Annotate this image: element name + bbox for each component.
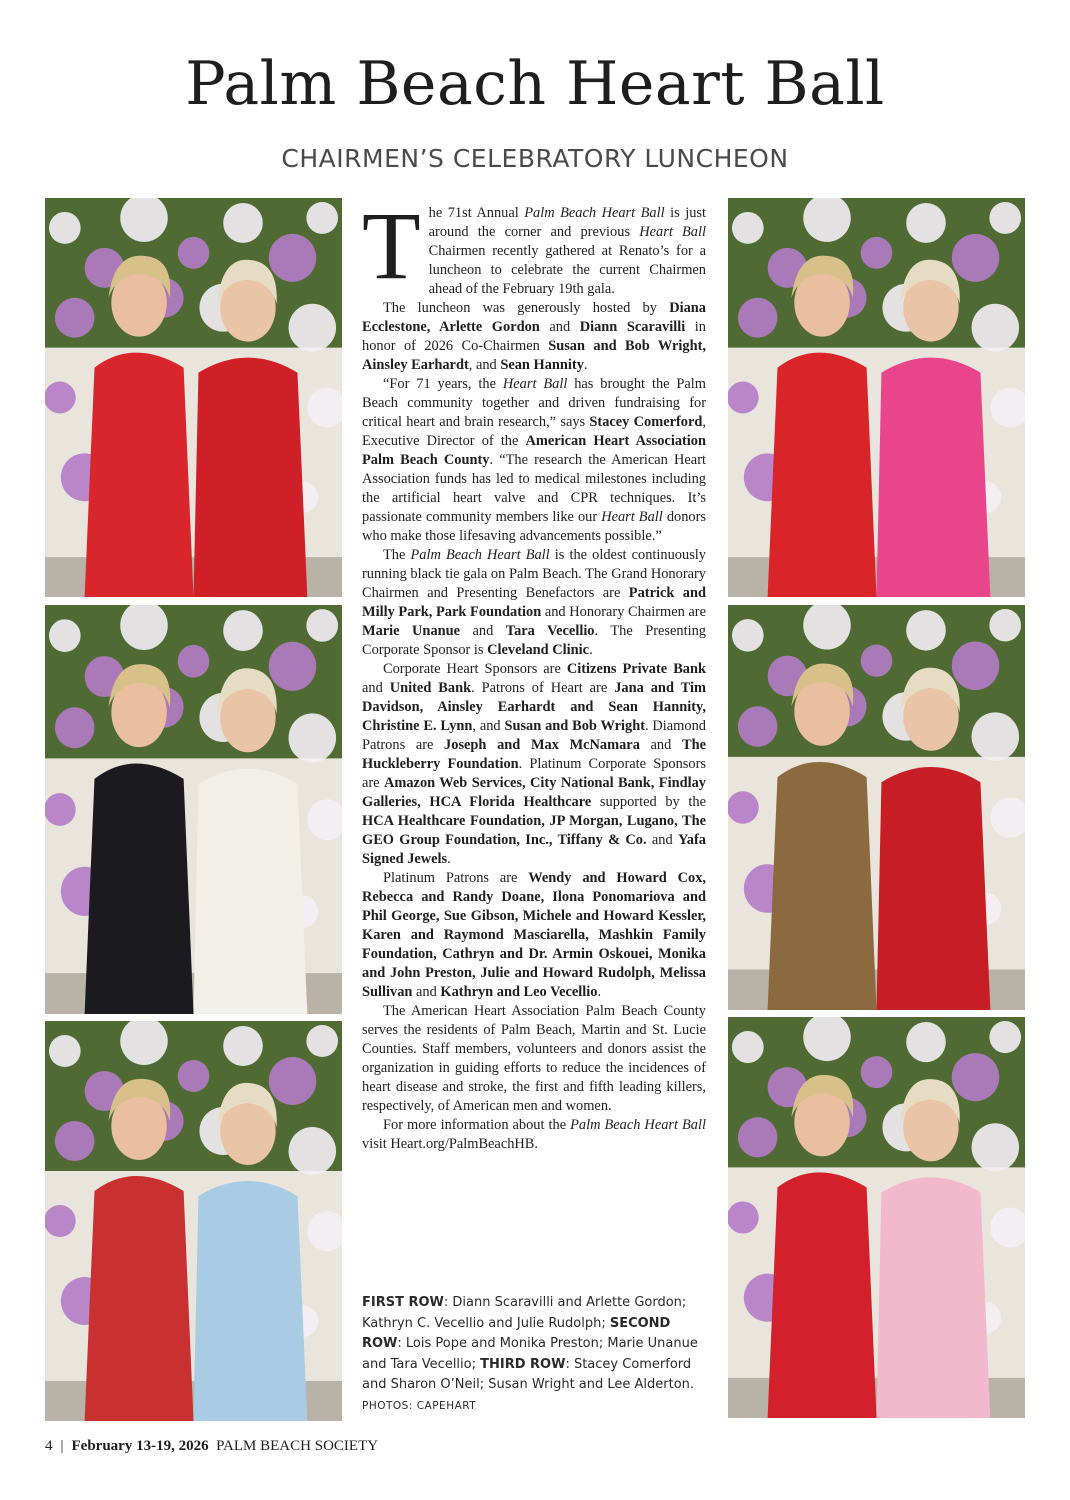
text-run: “For 71 years, the — [383, 376, 503, 392]
text-run: Joseph and Max McNamara — [444, 737, 640, 753]
text-run: Heart Ball — [639, 224, 706, 240]
text-run: in honor of 2026 Co-Chairmen — [362, 319, 706, 354]
orchid-flower — [728, 791, 759, 823]
footer-publication: PALM BEACH SOCIETY — [216, 1438, 379, 1454]
orchid-flower — [906, 203, 946, 243]
orchid-flower — [178, 1060, 210, 1092]
text-run: . Patrons of Heart are — [471, 680, 615, 696]
orchid-flower — [223, 203, 263, 243]
person-left-outfit — [768, 353, 877, 597]
footer-separator: | — [60, 1438, 64, 1454]
text-run: The American Heart Association Palm Beach County serves the residents of Palm Beach, Martin and St. Lucie Counties. Staff members, volunteers and donors assist the organization in guiding efforts to reduce the incidences of heart disease and stroke, the first and fifth leading killers, respectively, of American men and women. — [362, 1003, 706, 1114]
text-run: . Platinum Corporate Sponsors are — [362, 756, 706, 791]
text-run: supported by the — [591, 794, 706, 810]
text-run: Corporate Heart Sponsors are — [383, 661, 567, 677]
orchid-flower — [732, 1031, 764, 1063]
photo-second-row-right — [728, 605, 1025, 1010]
text-run: : Stacey Comerford and Sharon O’Neil; Susan Wright and Lee Alderton. — [362, 1356, 695, 1392]
article-paragraph-7 — [362, 1002, 706, 1116]
orchid-flower — [732, 619, 764, 651]
text-run: American Heart Association Palm Beach County — [362, 433, 707, 468]
text-run: : Lois Pope and Monika Preston; Marie Unanue and Tara Vecellio; — [362, 1336, 698, 1372]
orchid-flower — [989, 1021, 1021, 1053]
orchid-flower — [861, 237, 893, 269]
orchid-flower — [952, 1053, 1000, 1101]
text-run: Palm Beach Heart Ball — [570, 1117, 706, 1133]
text-run: and — [412, 984, 441, 1000]
text-run: Sean Hannity — [500, 357, 584, 373]
text-run: , and — [468, 357, 501, 373]
text-run: Marie Unanue — [362, 623, 461, 639]
text-run: Citizens Private Bank — [566, 661, 706, 677]
photo-illustration — [45, 1021, 342, 1421]
text-run: Jana and Tim Davidson, Ainsley Earhardt and Sean Hannity, Christine E. Lynn — [362, 680, 706, 734]
text-run: Patrick and Milly Park, Park Foundation — [362, 585, 706, 620]
orchid-flower — [732, 212, 764, 244]
drop-cap: T — [362, 192, 421, 299]
text-run: The luncheon was generously hosted by — [383, 300, 670, 316]
text-run: Diana Ecclestone, Arlette Gordon — [362, 300, 706, 335]
text-run: . — [589, 642, 593, 658]
person-right-outfit — [877, 358, 991, 597]
text-run: and — [362, 680, 390, 696]
orchid-flower — [223, 1026, 263, 1066]
orchid-flower — [289, 713, 337, 762]
page-footer — [45, 1438, 378, 1455]
footer-date: February 13-19, 2026 — [71, 1438, 209, 1454]
orchid-flower — [49, 619, 81, 652]
page-title: Palm Beach Heart Ball — [185, 49, 885, 119]
orchid-flower — [972, 304, 1020, 352]
orchid-flower — [906, 610, 946, 651]
orchid-flower — [738, 1117, 778, 1157]
photo-third-row-right — [728, 1017, 1025, 1418]
photo-first-row-right — [728, 198, 1025, 597]
orchid-flower — [289, 304, 337, 352]
article-paragraph-4 — [362, 546, 706, 660]
text-run: is the oldest continuously running black tie gala on Palm Beach. The Grand Honorary Chairmen and Presenting Benefactors are — [362, 547, 706, 601]
text-run: . The Presenting Corporate Sponsor is — [362, 623, 706, 658]
text-run: , Executive Director of the — [362, 414, 706, 449]
text-run: Palm Beach Heart Ball — [410, 547, 550, 563]
text-run: THIRD ROW — [480, 1356, 566, 1372]
orchid-flower — [178, 237, 210, 269]
orchid-flower — [223, 610, 263, 651]
orchid-flower — [972, 1123, 1020, 1171]
person-right-outfit — [194, 769, 308, 1014]
page-number: 4 — [45, 1438, 53, 1454]
article-paragraph-6 — [362, 869, 706, 1002]
orchid-flower — [738, 706, 778, 747]
text-run: : Diann Scaravilli and Arlette Gordon; Kathryn C. Vecellio and Julie Rudolph; — [362, 1295, 687, 1331]
orchid-flower — [306, 202, 338, 234]
photo-first-row-left — [45, 198, 342, 597]
orchid-flower — [55, 1121, 95, 1161]
text-run: he 71st Annual — [428, 205, 525, 221]
orchid-flower — [269, 642, 317, 691]
text-run: Tara Vecellio — [505, 623, 595, 639]
text-run: PHOTOS: CAPEHART — [362, 1399, 477, 1412]
text-run: . “The research the American Heart Association funds has led to medical milestones including the artificial heart valve and CPR techniques. It’s passionate community members like our — [362, 452, 706, 525]
orchid-flower — [952, 641, 1000, 690]
person-right-outfit — [194, 358, 308, 597]
text-run: is just around the corner and previous — [428, 205, 706, 240]
text-run: and — [639, 737, 682, 753]
text-run: donors who make those lifesaving advancements possible.” — [362, 509, 706, 544]
orchid-flower — [178, 645, 210, 678]
person-right-outfit — [194, 1181, 308, 1421]
photo-caption — [362, 1293, 706, 1416]
text-run: Wendy and Howard Cox, Rebecca and Randy Doane, Ilona Ponomariova and Phil George, Sue Gibson, Michele and Howard Kessler, Karen and Raymond Masciarella, Mashkin Family Foundation, Cathryn and Dr. Armin Oskouei, Monika and John Preston, Julie and Howard Rudolph, Melissa Sullivan — [362, 870, 706, 1000]
text-run: FIRST ROW — [362, 1295, 444, 1310]
text-run: Heart Ball — [601, 509, 663, 525]
text-run: and — [646, 832, 679, 848]
text-run: Stacey Comerford — [589, 414, 703, 430]
orchid-flower — [728, 382, 759, 414]
person-right-outfit — [877, 1177, 991, 1418]
article-paragraph-1 — [362, 192, 706, 299]
text-run: Susan and Bob Wright — [504, 718, 645, 734]
orchid-flower — [289, 1127, 337, 1175]
text-run: , and — [472, 718, 505, 734]
orchid-flower — [306, 609, 338, 642]
page-subtitle: CHAIRMEN’S CELEBRATORY LUNCHEON — [281, 144, 789, 173]
orchid-flower — [45, 382, 76, 414]
text-run: and — [539, 319, 580, 335]
text-run: For more information about the — [383, 1117, 571, 1133]
person-left-outfit — [85, 1176, 194, 1421]
text-run: . — [447, 851, 451, 867]
orchid-flower — [728, 1201, 759, 1233]
orchid-flower — [906, 1022, 946, 1062]
person-left-outfit — [85, 353, 194, 597]
text-run: and Honorary Chairmen are — [541, 604, 706, 620]
text-run: United Bank — [389, 680, 472, 696]
text-run: and — [460, 623, 506, 639]
text-run: visit Heart.org/PalmBeachHB. — [362, 1136, 538, 1152]
orchid-flower — [738, 298, 778, 338]
article-paragraph-5 — [362, 660, 706, 869]
text-run: Chairmen recently gathered at Renato’s for a luncheon to celebrate the current Chairmen ahead of the February 19th gala. — [428, 243, 706, 297]
article-paragraph-8 — [362, 1116, 706, 1154]
orchid-flower — [306, 1025, 338, 1057]
orchid-flower — [269, 234, 317, 282]
orchid-flower — [45, 793, 76, 826]
text-run: SECOND ROW — [362, 1315, 671, 1351]
person-right-outfit — [877, 767, 991, 1010]
person-left-outfit — [85, 763, 194, 1014]
orchid-flower — [952, 234, 1000, 282]
orchid-flower — [269, 1057, 317, 1105]
photo-third-row-left — [45, 1021, 342, 1421]
article-paragraph-2 — [362, 299, 706, 375]
text-run: Kathryn and Leo Vecellio — [440, 984, 598, 1000]
text-run: . — [597, 984, 602, 1000]
orchid-flower — [989, 609, 1021, 641]
article-paragraph-3 — [362, 375, 706, 546]
orchid-flower — [45, 1205, 76, 1237]
text-run: Yafa Signed Jewels — [362, 832, 706, 867]
orchid-flower — [972, 712, 1020, 761]
photo-illustration — [728, 605, 1025, 1010]
orchid-flower — [55, 298, 95, 338]
orchid-flower — [861, 644, 893, 676]
orchid-flower — [861, 1056, 893, 1088]
orchid-flower — [49, 1035, 81, 1067]
text-run: Cleveland Clinic — [487, 642, 590, 658]
text-run: has brought the Palm Beach community together and driven fundraising for critical heart and brain research,” says — [362, 376, 706, 430]
photo-illustration — [45, 605, 342, 1014]
orchid-flower — [989, 202, 1021, 234]
orchid-flower — [49, 212, 81, 244]
text-run: . Diamond Patrons are — [362, 718, 706, 753]
text-run: Platinum Patrons are — [383, 870, 529, 886]
photo-illustration — [45, 198, 342, 597]
text-run: Palm Beach Heart Ball — [524, 205, 665, 221]
text-run: Amazon Web Services, City National Bank, Findlay Galleries, HCA Florida Healthcare — [362, 775, 706, 810]
text-run: The Huckleberry Foundation — [362, 737, 706, 772]
text-run: Heart Ball — [502, 376, 568, 392]
photo-illustration — [728, 1017, 1025, 1418]
photo-illustration — [728, 198, 1025, 597]
person-left-outfit — [768, 762, 877, 1010]
orchid-flower — [55, 707, 95, 748]
photo-second-row-left — [45, 605, 342, 1014]
person-left-outfit — [768, 1172, 877, 1418]
article-body — [362, 192, 707, 1154]
text-run: . — [583, 357, 588, 373]
text-run: Susan and Bob Wright, Ainsley Earhardt — [362, 338, 706, 373]
text-run: The — [383, 547, 411, 563]
text-run: Diann Scaravilli — [579, 319, 686, 335]
text-run: HCA Healthcare Foundation, JP Morgan, Lugano, The GEO Group Foundation, Inc., Tiffany & Co. — [362, 813, 706, 848]
